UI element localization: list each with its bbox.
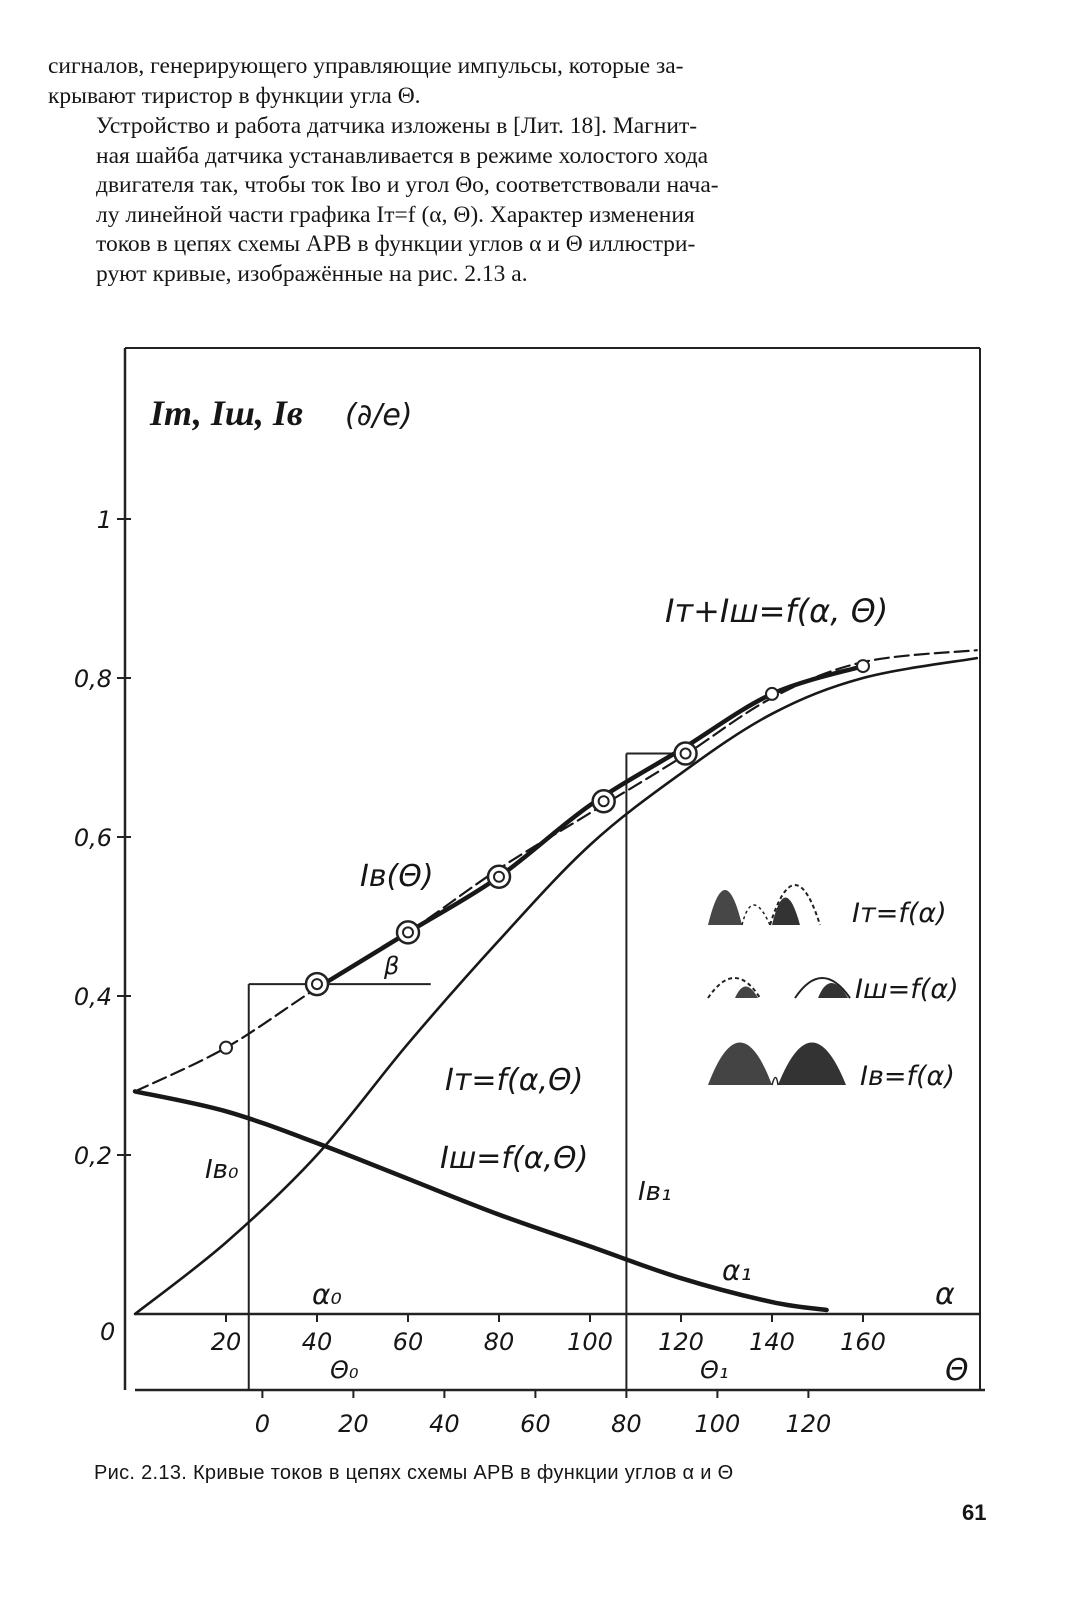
paragraph-2-line: руют кривые, изображённые на рис. 2.13 а.: [96, 260, 528, 287]
y-axis-title: Iт, Iш, Iв: [150, 393, 303, 433]
data-point: [857, 660, 869, 672]
label-iv1: Iв₁: [638, 1177, 672, 1207]
y-axis-units: (∂/e): [345, 398, 413, 433]
data-point-inner: [681, 749, 691, 759]
paragraph-2-line: токов в цепях схемы АРВ в функции углов α и Θ иллюстри-: [96, 231, 696, 257]
waveform-iv-icon: [708, 1043, 846, 1086]
theta-tick-label: 120: [785, 1410, 832, 1438]
figure-caption: Рис. 2.13. Кривые токов в цепях схемы АРВ в функции углов α и Θ: [94, 1462, 734, 1484]
data-point-inner: [403, 927, 413, 937]
waveform-ish-icon: [708, 978, 850, 998]
label-iv0: Iв₀: [205, 1155, 239, 1185]
paragraph-2-line: Устройство и работа датчика изложены в [Лит. 18]. Магнит-: [96, 113, 698, 139]
origin-label: 0: [100, 1318, 116, 1346]
theta-tick-label: 20: [338, 1410, 369, 1438]
label-curve-ib: Iв(Θ): [360, 859, 434, 894]
theta-tick-label: 40: [429, 1410, 460, 1438]
paragraph-2-line: лу линейной части графика Iт=f (α, Θ). Характер изменения: [96, 201, 695, 228]
paragraph-2-line: двигателя так, чтобы ток Iво и угол Θо, соответствовали нача-: [96, 172, 719, 198]
waveform-legend: [708, 885, 850, 1085]
label-curve-ish: Iш=f(α,Θ): [440, 1141, 589, 1176]
alpha-tick-label: 40: [301, 1328, 333, 1356]
data-point-inner: [599, 796, 609, 806]
label-alpha0: α₀: [312, 1278, 342, 1311]
paragraph-1-line: крывают тиристор в функции угла Θ.: [48, 82, 421, 109]
paragraph-2-line: ная шайба датчика устанавливается в режиме холостого хода: [96, 142, 709, 169]
label-curve-sum: Iт+Iш=f(α, Θ): [665, 592, 889, 630]
data-point-inner: [494, 872, 504, 882]
y-tick-label: 1: [96, 506, 112, 534]
waveform-it-icon: [708, 885, 820, 925]
alpha-axis-label: α: [935, 1277, 955, 1312]
label-curve-it: Iт=f(α,Θ): [445, 1063, 584, 1098]
theta-tick-label: 80: [611, 1410, 642, 1438]
label-theta0: Θ₀: [330, 1356, 359, 1384]
data-point: [220, 1042, 232, 1054]
curve-sum: [135, 650, 977, 1091]
data-point-inner: [312, 979, 322, 989]
label-alpha1: α₁: [722, 1254, 752, 1287]
page-number: 61: [962, 1500, 987, 1525]
legend-iv-label: Iв=f(α): [860, 1061, 955, 1092]
alpha-tick-label: 160: [840, 1328, 886, 1356]
label-theta1: Θ₁: [700, 1356, 729, 1384]
alpha-tick-label: 20: [210, 1328, 242, 1356]
legend-ish-label: Iш=f(α): [855, 974, 959, 1005]
theta-tick-label: 100: [694, 1410, 741, 1438]
theta-tick-label: 0: [254, 1410, 271, 1438]
y-tick-label: 0,4: [73, 983, 112, 1011]
alpha-tick-label: 120: [658, 1328, 704, 1356]
theta-axis-label: Θ: [945, 1353, 969, 1388]
alpha-tick-label: 100: [567, 1328, 613, 1356]
curve-it: [135, 658, 977, 1314]
y-tick-label: 0,2: [73, 1142, 112, 1170]
curves: [135, 650, 977, 1314]
data-point: [766, 688, 778, 700]
alpha-tick-label: 140: [749, 1328, 795, 1356]
theta-tick-label: 60: [520, 1410, 551, 1438]
data-markers: [220, 660, 869, 1054]
y-tick-label: 0,6: [73, 824, 112, 852]
y-tick-label: 0,8: [73, 665, 112, 693]
alpha-tick-label: 60: [392, 1328, 424, 1356]
alpha-tick-label: 80: [483, 1328, 515, 1356]
beta-label: β: [384, 952, 400, 980]
legend-it-label: Iт=f(α): [852, 898, 947, 929]
paragraph-1-line: сигналов, генерирующего управляющие импульсы, которые за-: [48, 53, 684, 79]
